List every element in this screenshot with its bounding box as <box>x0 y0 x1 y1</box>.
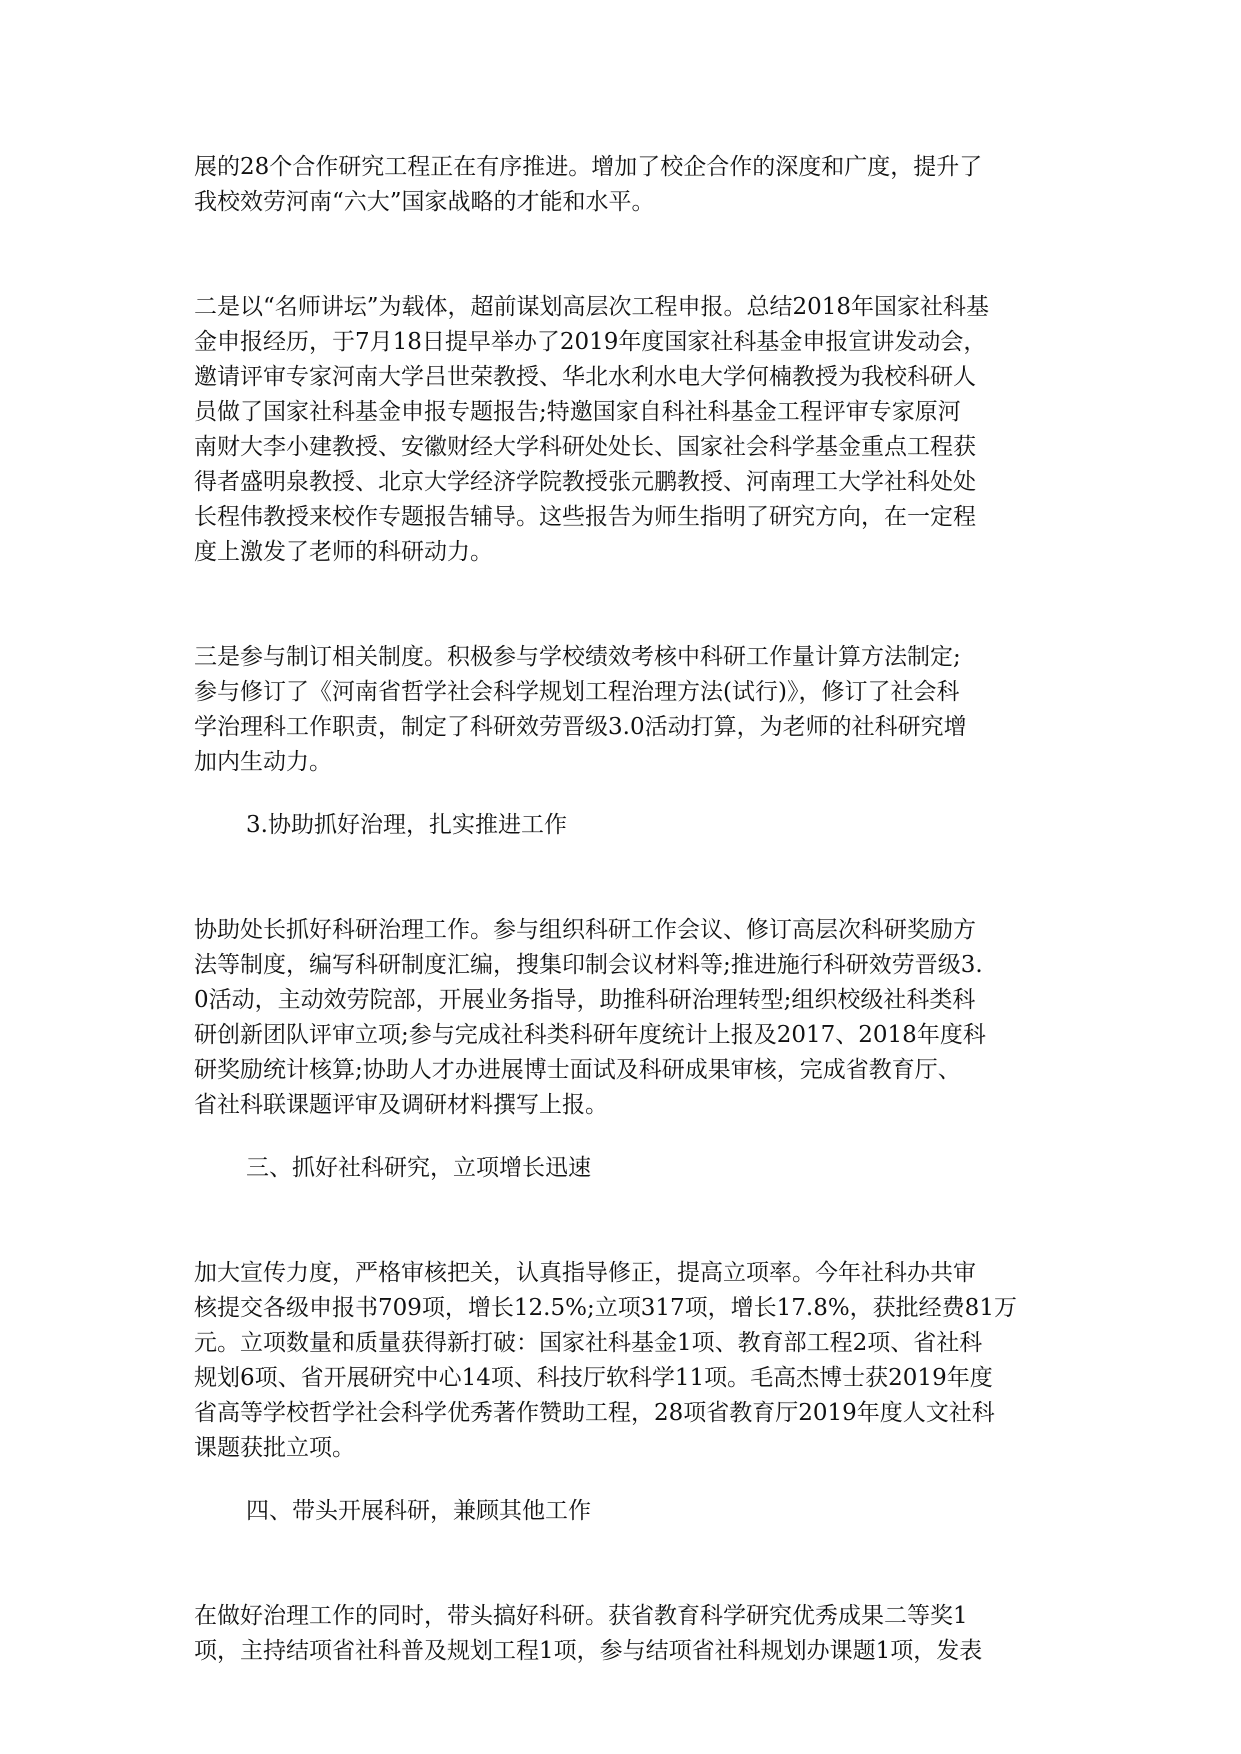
paragraph <box>194 913 1044 1123</box>
text-line: 项，主持结项省社科普及规划工程1项，参与结项省社科规划办课题1项，发表 <box>194 1638 983 1664</box>
text-line: 南财大李小建教授、安徽财经大学科研处处长、国家社会科学基金重点工程获 <box>194 434 976 460</box>
text-line: 加内生动力。 <box>194 749 332 775</box>
text-line: 参与修订了《河南省哲学社会科学规划工程治理方法(试行)》，修订了社会科 <box>194 679 960 705</box>
text-line: 我校效劳河南“六大”国家战略的才能和水平。 <box>194 189 655 215</box>
text-line: 员做了国家社科基金申报专题报告;特邀国家自科社科基金工程评审专家原河 <box>194 399 961 425</box>
text-line: 研创新团队评审立项;参与完成社科类科研年度统计上报及2017、2018年度科 <box>194 1022 986 1048</box>
text-line: 研奖励统计核算;协助人才办进展博士面试及科研成果审核，完成省教育厅、 <box>194 1057 961 1083</box>
text-line: 邀请评审专家河南大学吕世荣教授、华北水利水电大学何楠教授为我校科研人 <box>194 364 976 390</box>
paragraph <box>194 640 1044 780</box>
text-line: 度上激发了老师的科研动力。 <box>194 539 493 565</box>
text-line: 0活动，主动效劳院部，开展业务指导，助推科研治理转型;组织校级社科类科 <box>194 987 976 1013</box>
text-line: 元。立项数量和质量获得新打破：国家社科基金1项、教育部工程2项、省社科 <box>194 1330 983 1356</box>
text-line: 规划6项、省开展研究中心14项、科技厅软科学11项。毛高杰博士获2019年度 <box>194 1365 993 1391</box>
section-heading: 四、带头开展科研，兼顾其他工作 <box>246 1498 591 1524</box>
text-line: 学治理科工作职责，制定了科研效劳晋级3.0活动打算，为老师的社科研究增 <box>194 714 967 740</box>
text-line: 省高等学校哲学社会科学优秀著作赞助工程，28项省教育厅2019年度人文社科 <box>194 1400 995 1426</box>
text-line: 三是参与制订相关制度。积极参与学校绩效考核中科研工作量计算方法制定; <box>194 644 961 670</box>
text-line: 金申报经历，于7月18日提早举办了2019年度国家社科基金申报宣讲发动会， <box>194 329 987 355</box>
text-line: 二是以“名师讲坛”为载体，超前谋划高层次工程申报。总结2018年国家社科基 <box>194 294 990 320</box>
paragraph <box>194 290 1044 570</box>
text-line: 在做好治理工作的同时，带头搞好科研。获省教育科学研究优秀成果二等奖1 <box>194 1603 968 1629</box>
text-line: 法等制度，编写科研制度汇编，搜集印制会议材料等;推进施行科研效劳晋级3. <box>194 952 983 978</box>
text-line: 协助处长抓好科研治理工作。参与组织科研工作会议、修订高层次科研奖励方 <box>194 917 976 943</box>
paragraph <box>194 150 1044 220</box>
section-heading: 3.协助抓好治理，扎实推进工作 <box>246 812 567 838</box>
document-body <box>194 150 1044 1669</box>
section-heading: 三、抓好社科研究，立项增长迅速 <box>246 1155 591 1181</box>
text-line: 长程伟教授来校作专题报告辅导。这些报告为师生指明了研究方向，在一定程 <box>194 504 976 530</box>
text-line: 展的28个合作研究工程正在有序推进。增加了校企合作的深度和广度，提升了 <box>194 154 983 180</box>
paragraph <box>194 1256 1044 1466</box>
text-line: 省社科联课题评审及调研材料撰写上报。 <box>194 1092 608 1118</box>
text-line: 加大宣传力度，严格审核把关，认真指导修正，提高立项率。今年社科办共审 <box>194 1260 976 1286</box>
paragraph <box>194 1599 1044 1669</box>
text-line: 课题获批立项。 <box>194 1435 355 1461</box>
text-line: 得者盛明泉教授、北京大学经济学院教授张元鹏教授、河南理工大学社科处处 <box>194 469 976 495</box>
text-line: 核提交各级申报书709项，增长12.5%;立项317项，增长17.8%，获批经费81万 <box>194 1295 1017 1321</box>
